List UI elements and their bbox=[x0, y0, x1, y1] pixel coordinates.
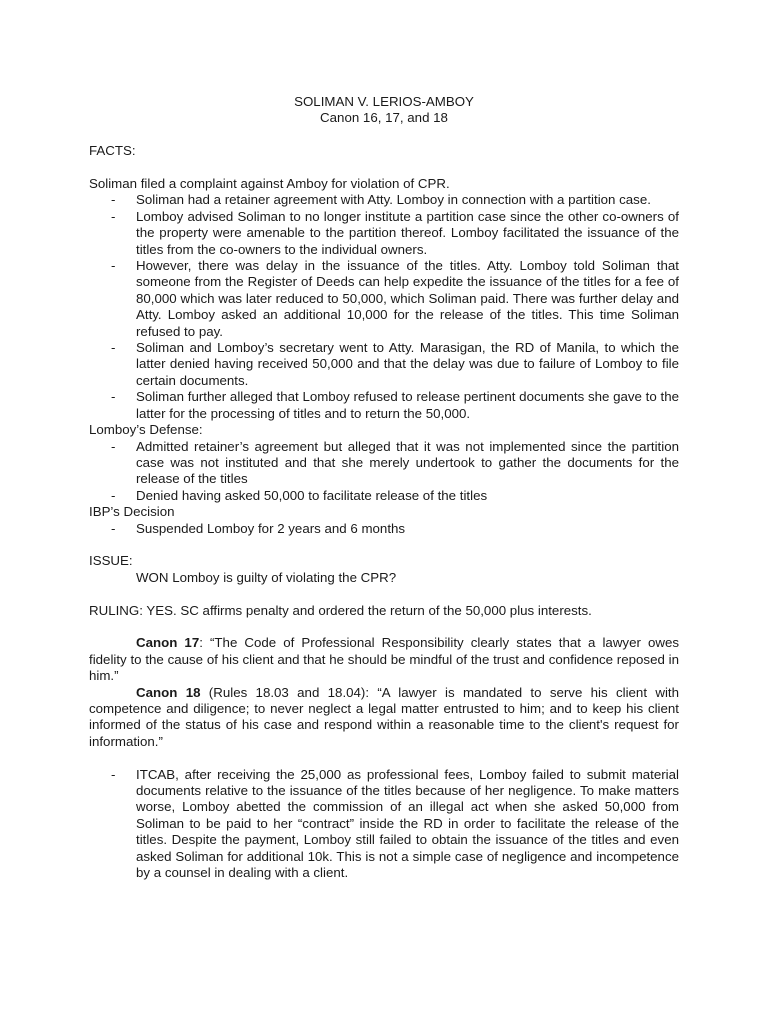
issue-text: WON Lomboy is guilty of violating the CPR? bbox=[136, 569, 397, 585]
list-item: - Admitted retainer’s agreement but alleged that it was not implemented since the partition case was not instituted and that she merely undertook to gather the documents for the release of the titles bbox=[111, 438, 679, 487]
list-item: - Soliman and Lomboy’s secretary went to Atty. Marasigan, the RD of Manila, to which the latter denied having received 50,000 and that the delay was due to failure of Lomboy to file certain documents. bbox=[111, 340, 679, 388]
document-title: SOLIMAN V. LERIOS-AMBOY bbox=[294, 94, 474, 109]
list-item: - Soliman had a retainer agreement with Atty. Lomboy in connection with a partition case. bbox=[111, 192, 651, 208]
document-page bbox=[89, 94, 679, 881]
canon-18-label: Canon 18 bbox=[136, 684, 201, 700]
list-item: - Suspended Lomboy for 2 years and 6 months bbox=[111, 520, 406, 536]
conclusion-list bbox=[89, 767, 679, 882]
defense-heading: Lomboy’s Defense: bbox=[89, 422, 203, 438]
list-item: - However, there was delay in the issuance of the titles. Atty. Lomboy told Soliman that someone from the Register of Deeds can help expedite the issuance of the titles for a fee of 80,000 which was later reduced to 50,000, which Soliman paid. There was further delay and Atty. Lomboy asked an additional 10,000 for the release of the titles. This time Soliman refused to pay. bbox=[111, 258, 679, 339]
bullet-dash: - bbox=[111, 258, 116, 274]
bullet-dash: - bbox=[111, 340, 116, 356]
facts-heading: FACTS: bbox=[89, 143, 136, 159]
canon-18-paragraph: Canon 18 (Rules 18.03 and 18.04): “A lawyer is mandated to serve his client with competence and diligence; to never neglect a legal matter entrusted to him; and to keep his client informed of the status of his case and respond within a reasonable time to the client's request for information.” bbox=[89, 684, 679, 749]
bullet-dash: - bbox=[111, 520, 116, 536]
ruling-text: RULING: YES. SC affirms penalty and ordered the return of the 50,000 plus interests. bbox=[89, 602, 592, 618]
list-item: - Soliman further alleged that Lomboy refused to release pertinent documents she gave to the latter for the processing of titles and to return the 50,000. bbox=[111, 389, 679, 421]
ibp-list bbox=[89, 521, 679, 537]
list-item: - Lomboy advised Soliman to no longer institute a partition case since the other co-owners of the property were amenable to the partition thereof. Lomboy facilitated the issuance of the titles from the co-owners to the individual owners. bbox=[111, 208, 679, 257]
bullet-dash: - bbox=[111, 389, 116, 405]
bullet-dash: - bbox=[111, 438, 116, 454]
bullet-dash: - bbox=[111, 766, 116, 782]
bullet-dash: - bbox=[111, 487, 116, 503]
document-subtitle: Canon 16, 17, and 18 bbox=[320, 110, 448, 126]
list-item: - Denied having asked 50,000 to facilitate release of the titles bbox=[111, 487, 488, 503]
defense-list bbox=[89, 439, 679, 505]
facts-intro: Soliman filed a complaint against Amboy for violation of CPR. bbox=[89, 176, 450, 191]
bullet-dash: - bbox=[111, 192, 116, 208]
issue-heading: ISSUE: bbox=[89, 553, 133, 569]
list-item: - ITCAB, after receiving the 25,000 as professional fees, Lomboy failed to submit material documents relative to the issuance of the titles because of her negligence. To make matters worse, Lomboy abetted the commission of an illegal act when she asked 50,000 from Soliman to be paid to her “contract” inside the RD in order to facilitate the release of the titles. Despite the payment, Lomboy still failed to obtain the issuance of the titles and even asked Soliman for additional 10k. This is not a simple case of negligence and incompetence by a counsel in dealing with a client. bbox=[111, 766, 679, 880]
ibp-heading: IBP’s Decision bbox=[89, 504, 175, 520]
facts-list bbox=[89, 192, 679, 422]
canon-17-label: Canon 17 bbox=[136, 635, 200, 651]
bullet-dash: - bbox=[111, 208, 116, 224]
canon-17-paragraph: Canon 17: “The Code of Professional Responsibility clearly states that a lawyer owes fidelity to the cause of his client and that he should be mindful of the trust and confidence reposed in him.” bbox=[89, 635, 679, 684]
